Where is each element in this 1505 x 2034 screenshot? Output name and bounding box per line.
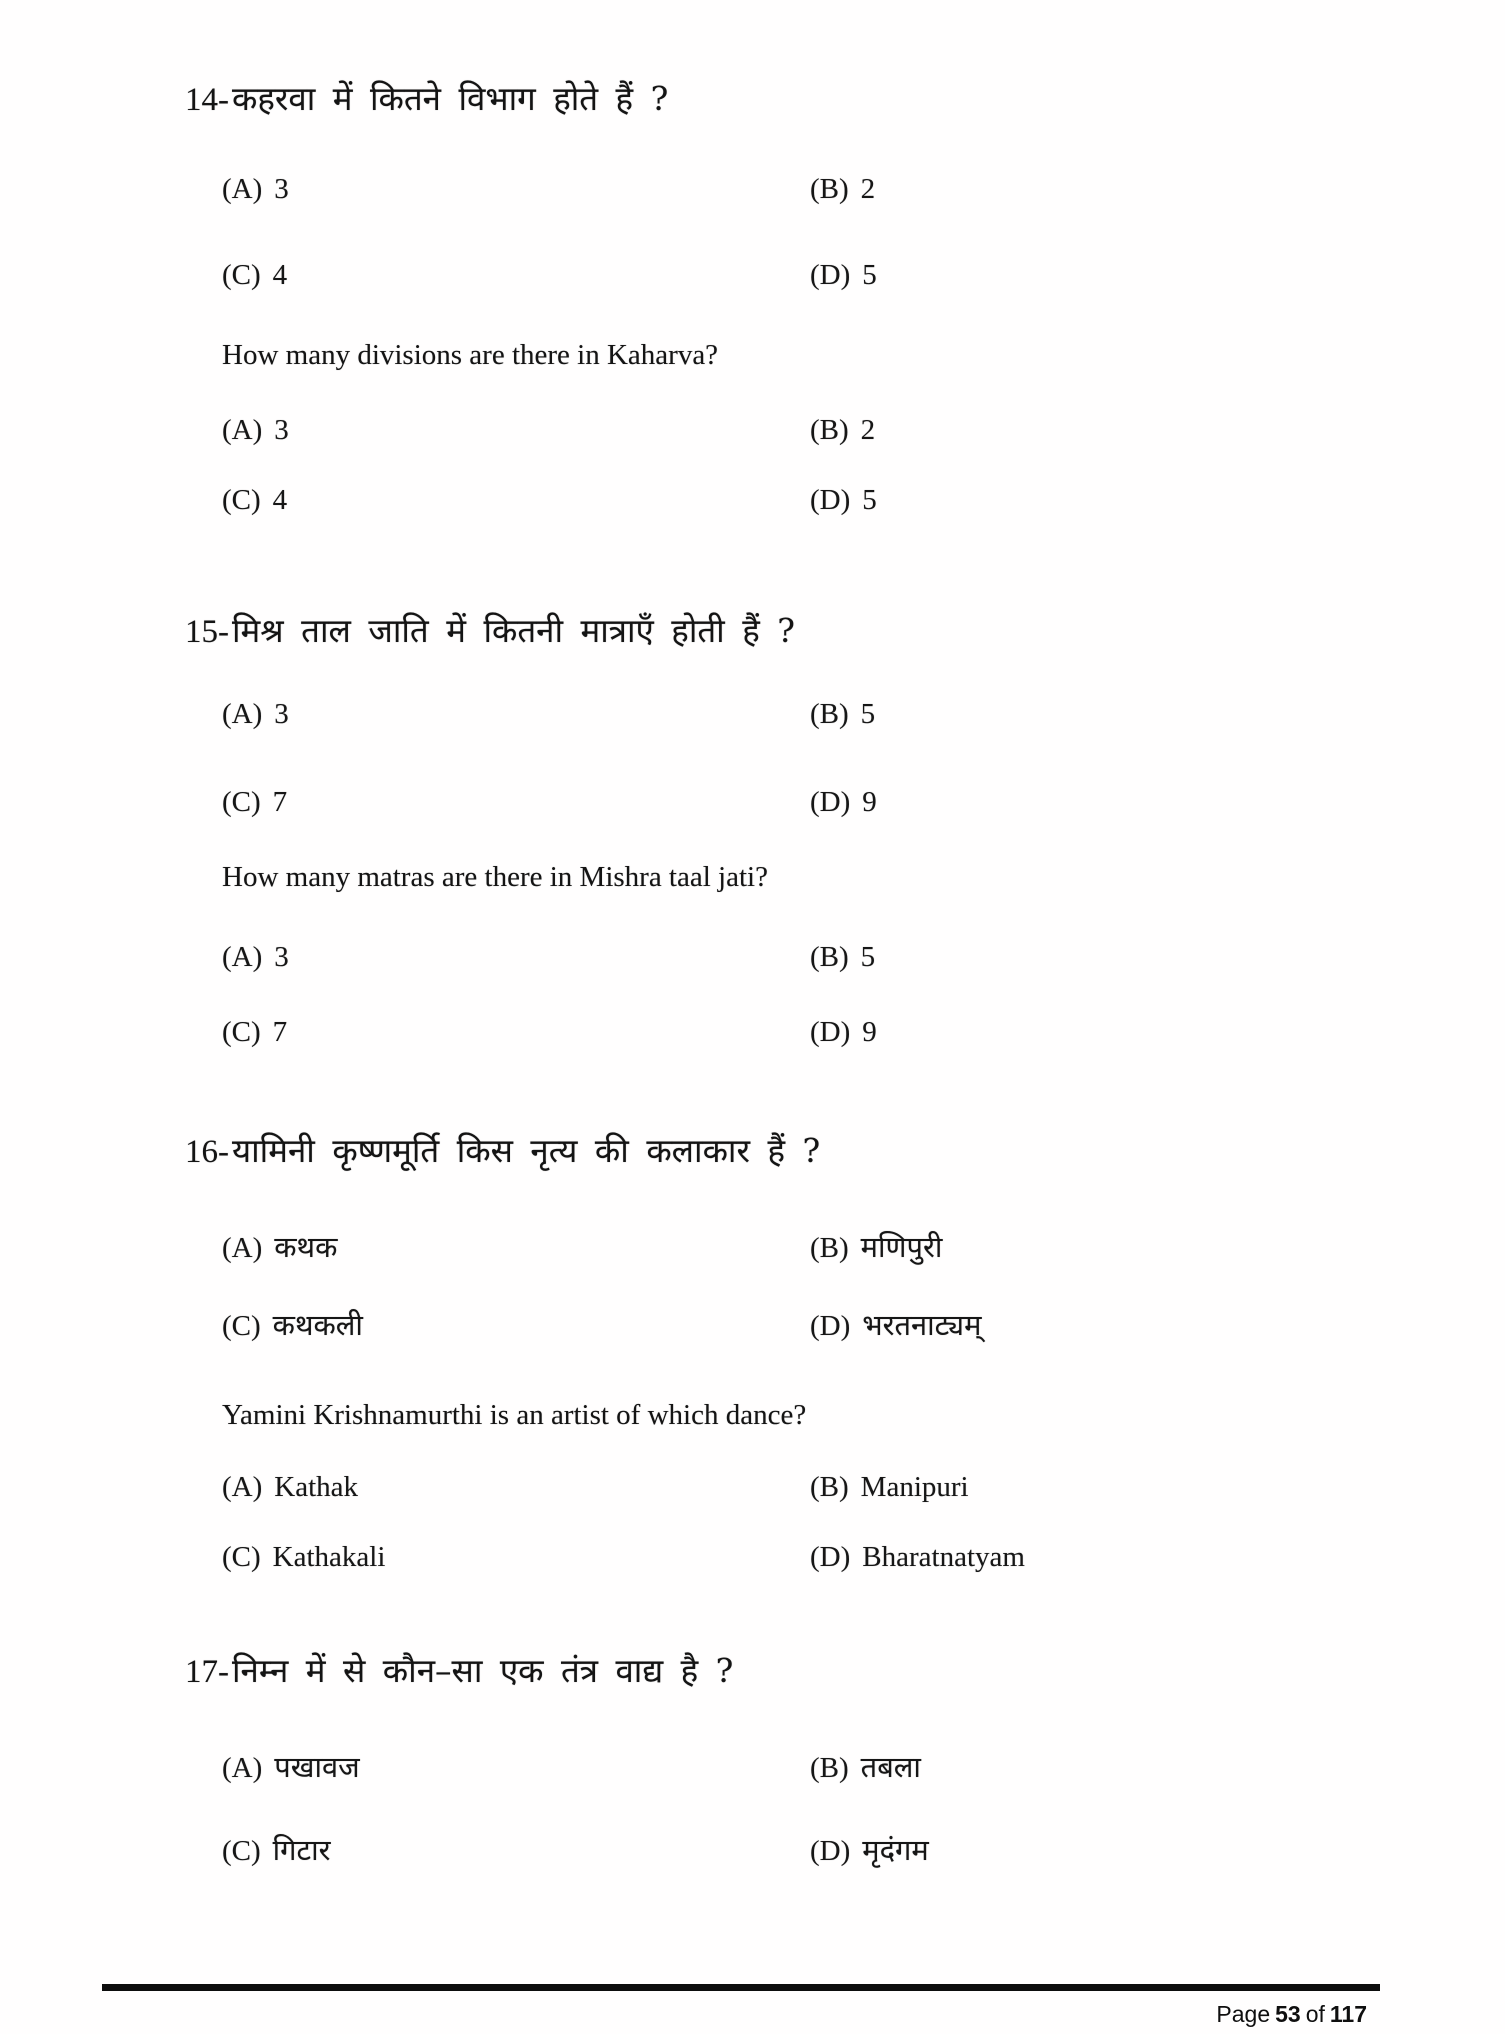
option-value: पखावज [274, 1750, 360, 1784]
option-label: (B) [810, 1232, 849, 1264]
q14-english-option-d [810, 483, 877, 518]
question-number: 17- [185, 1654, 229, 1690]
question-17-heading [185, 1650, 733, 1693]
q14-english-option-b [810, 413, 875, 448]
question-text-hindi: मिश्र ताल जाति में कितनी मात्राएँ होती हैं ? [232, 611, 795, 650]
q15-hindi-option-c [222, 785, 287, 820]
q15-hindi-option-b [810, 697, 875, 732]
option-value: 3 [274, 941, 289, 973]
q17-hindi-option-c [222, 1833, 331, 1869]
question-text-hindi: निम्न में से कौन–सा एक तंत्र वाद्य है ? [232, 1651, 734, 1690]
option-label: (C) [222, 786, 261, 818]
page-number: 53 [1275, 2001, 1301, 2027]
footer-divider [102, 1984, 1380, 1991]
option-value: 4 [272, 259, 288, 291]
q16-english-option-a [222, 1470, 358, 1505]
page-number-text [1216, 2001, 1367, 2028]
total-pages: 117 [1329, 2001, 1367, 2027]
option-label: (B) [810, 941, 849, 973]
question-text-hindi: यामिनी कृष्णमूर्ति किस नृत्य की कलाकार हैं ? [232, 1131, 821, 1170]
question-text-hindi: कहरवा में कितने विभाग होते हैं ? [232, 79, 669, 118]
option-value: Kathak [274, 1471, 359, 1503]
q14-english-option-a [222, 413, 289, 448]
option-value: 5 [862, 484, 877, 516]
question-14-english-text: How many divisions are there in Kaharva? [222, 339, 719, 371]
option-label: (C) [222, 259, 261, 291]
q14-hindi-option-a [222, 172, 289, 207]
option-value: 7 [272, 1016, 288, 1048]
question-number: 16- [185, 1134, 229, 1170]
of-label: of [1305, 2001, 1325, 2027]
q17-hindi-option-a [222, 1750, 360, 1786]
q15-hindi-option-d [810, 785, 877, 820]
q16-english-option-c [222, 1540, 385, 1575]
question-number: 15- [185, 614, 229, 650]
q17-hindi-option-d [810, 1833, 929, 1869]
q14-hindi-option-d [810, 258, 877, 293]
option-value: कथक [274, 1230, 338, 1264]
option-value: Manipuri [860, 1471, 969, 1503]
option-value: Kathakali [272, 1541, 386, 1573]
option-label: (B) [810, 1752, 849, 1784]
option-value: 3 [274, 414, 289, 446]
option-value: 4 [272, 484, 288, 516]
question-16-heading [185, 1130, 820, 1173]
q16-hindi-option-d [810, 1308, 981, 1344]
option-label: (A) [222, 941, 263, 973]
option-value: 5 [862, 259, 877, 291]
option-label: (D) [810, 259, 851, 291]
option-value: 2 [860, 414, 876, 446]
option-value: 3 [274, 698, 289, 730]
option-label: (A) [222, 698, 263, 730]
q15-english-option-c [222, 1015, 287, 1050]
option-label: (D) [810, 1016, 851, 1048]
option-value: तबला [860, 1750, 921, 1784]
option-value: मृदंगम [862, 1833, 929, 1867]
option-value: 3 [274, 173, 289, 205]
q16-hindi-option-b [810, 1230, 942, 1266]
option-label: (B) [810, 1471, 849, 1503]
q16-english-option-d [810, 1540, 1025, 1575]
option-label: (A) [222, 1471, 263, 1503]
option-label: (B) [810, 698, 849, 730]
question-14-heading [185, 78, 668, 121]
option-value: Bharatnatyam [862, 1541, 1025, 1573]
q17-hindi-option-b [810, 1750, 921, 1786]
option-label: (C) [222, 484, 261, 516]
option-label: (A) [222, 173, 263, 205]
option-value: 5 [860, 941, 876, 973]
option-label: (D) [810, 484, 851, 516]
q14-hindi-option-b [810, 172, 875, 207]
option-label: (B) [810, 414, 849, 446]
q15-english-option-a [222, 940, 289, 975]
option-value: 7 [272, 786, 288, 818]
option-label: (A) [222, 1232, 263, 1264]
option-value: कथकली [272, 1308, 363, 1342]
option-label: (C) [222, 1310, 261, 1342]
option-value: मणिपुरी [860, 1230, 943, 1264]
option-label: (C) [222, 1541, 261, 1573]
question-15-heading [185, 610, 795, 653]
option-label: (B) [810, 173, 849, 205]
page-label: Page [1216, 2001, 1271, 2027]
question-number: 14- [185, 82, 229, 118]
q14-hindi-option-c [222, 258, 287, 293]
option-value: 2 [860, 173, 876, 205]
q14-english-option-c [222, 483, 287, 518]
option-label: (C) [222, 1016, 261, 1048]
option-value: भरतनाट्यम् [862, 1308, 982, 1342]
q16-hindi-option-a [222, 1230, 337, 1266]
question-15-english-text: How many matras are there in Mishra taal jati? [222, 861, 768, 893]
option-label: (D) [810, 1835, 851, 1867]
q16-hindi-option-c [222, 1308, 363, 1344]
option-label: (A) [222, 1752, 263, 1784]
option-label: (D) [810, 1541, 851, 1573]
option-label: (D) [810, 1310, 851, 1342]
q15-english-option-d [810, 1015, 877, 1050]
q15-hindi-option-a [222, 697, 289, 732]
option-value: 5 [860, 698, 876, 730]
option-label: (D) [810, 786, 851, 818]
option-value: 9 [862, 786, 877, 818]
option-label: (A) [222, 414, 263, 446]
q15-english-option-b [810, 940, 875, 975]
question-16-english-text: Yamini Krishnamurthi is an artist of which dance? [222, 1399, 807, 1431]
option-label: (C) [222, 1835, 261, 1867]
option-value: गिटार [272, 1833, 331, 1867]
q16-english-option-b [810, 1470, 969, 1505]
option-value: 9 [862, 1016, 877, 1048]
